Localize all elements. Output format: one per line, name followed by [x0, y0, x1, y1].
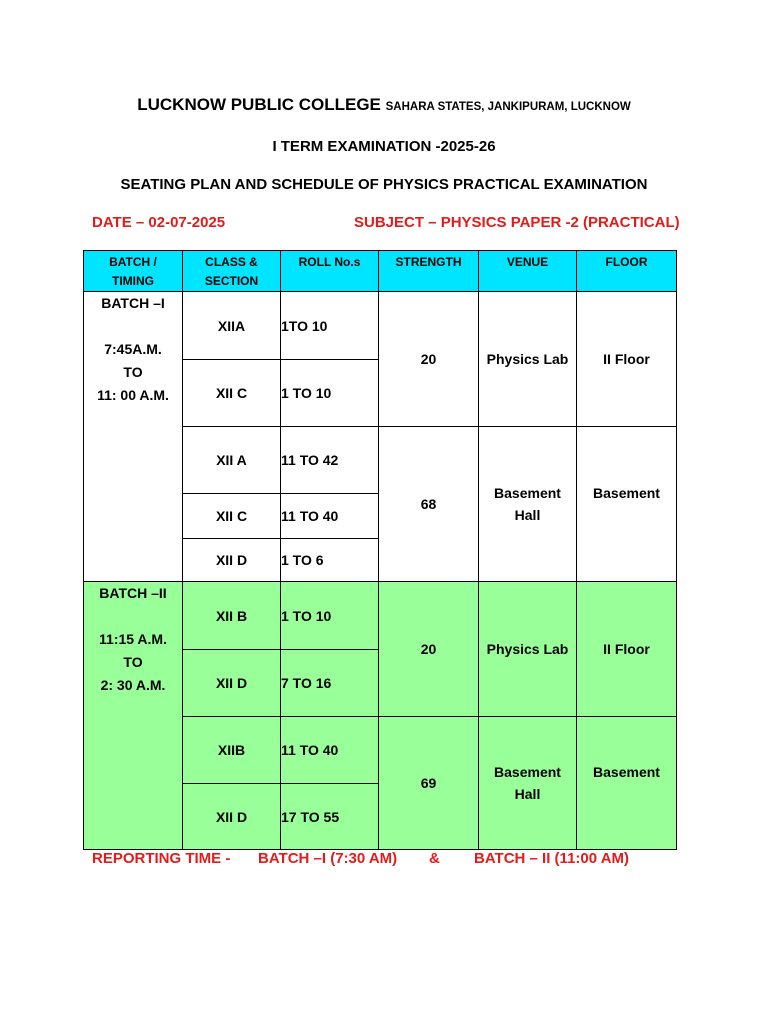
- batch-2-until: 2: 30 A.M.: [100, 677, 166, 693]
- class-cell: XIIB: [183, 717, 281, 784]
- venue-cell: [479, 582, 577, 717]
- strength-cell: [379, 717, 479, 850]
- roll-cell: 11 TO 40: [281, 717, 379, 784]
- seating-plan-table: [83, 250, 677, 850]
- header-strength: STRENGTH: [379, 251, 479, 292]
- venue-value: Basement: [494, 764, 561, 780]
- reporting-batch-1: BATCH –I (7:30 AM): [258, 850, 398, 867]
- batch-1-from: 7:45A.M.: [104, 341, 162, 357]
- floor-value: Basement: [593, 764, 660, 780]
- strength-cell: [379, 427, 479, 582]
- floor-value: II Floor: [603, 351, 650, 367]
- college-name: LUCKNOW PUBLIC COLLEGE: [137, 95, 381, 114]
- header-timing-text: TIMING: [112, 274, 154, 288]
- batch-1-until: 11: 00 A.M.: [97, 387, 169, 403]
- strength-cell: [379, 292, 479, 427]
- floor-value: Basement: [593, 485, 660, 501]
- floor-cell: [577, 582, 677, 717]
- table-row: [84, 292, 677, 360]
- class-cell: XIIA: [183, 292, 281, 360]
- plan-title: SEATING PLAN AND SCHEDULE OF PHYSICS PRACTICAL EXAMINATION: [120, 176, 648, 193]
- venue-value: Physics Lab: [486, 351, 569, 367]
- strength-value: 20: [420, 641, 437, 657]
- roll-cell: 7 TO 16: [281, 650, 379, 717]
- class-cell: XII A: [183, 427, 281, 494]
- exam-term: I TERM EXAMINATION -2025-26: [272, 138, 496, 155]
- venue-value-line2: Hall: [514, 507, 541, 523]
- batch-1-name: BATCH –I: [101, 295, 165, 311]
- strength-value: 69: [420, 775, 437, 791]
- class-cell: XII D: [183, 539, 281, 582]
- venue-cell: [479, 292, 577, 427]
- exam-date: DATE – 02-07-2025: [92, 214, 226, 231]
- roll-cell: 1 TO 10: [281, 582, 379, 650]
- roll-cell: 17 TO 55: [281, 784, 379, 850]
- reporting-ampersand: &: [429, 850, 440, 867]
- header-section-text: SECTION: [204, 274, 259, 288]
- venue-value: Physics Lab: [486, 641, 569, 657]
- batch-2-to: TO: [123, 654, 143, 670]
- exam-subject: SUBJECT – PHYSICS PAPER -2 (PRACTICAL): [354, 214, 680, 231]
- strength-value: 20: [420, 351, 437, 367]
- batch-1-to: TO: [123, 364, 143, 380]
- batch-2-name: BATCH –II: [99, 585, 167, 601]
- header-batch-text: BATCH /: [109, 255, 157, 269]
- floor-cell: [577, 427, 677, 582]
- venue-value-line2: Hall: [514, 786, 541, 802]
- header-venue: VENUE: [479, 251, 577, 292]
- roll-cell: 11 TO 42: [281, 427, 379, 494]
- venue-cell: [479, 717, 577, 850]
- table-row: [84, 582, 677, 650]
- class-cell: XII C: [183, 494, 281, 539]
- roll-cell: 1 TO 6: [281, 539, 379, 582]
- strength-cell: [379, 582, 479, 717]
- reporting-label: REPORTING TIME -: [92, 850, 231, 867]
- header-class-section: [183, 251, 281, 292]
- batch-2-cell: [84, 582, 183, 850]
- class-cell: XII D: [183, 650, 281, 717]
- class-cell: XII D: [183, 784, 281, 850]
- header-floor: FLOOR: [577, 251, 677, 292]
- class-cell: XII C: [183, 360, 281, 427]
- floor-cell: [577, 717, 677, 850]
- batch-2-from: 11:15 A.M.: [99, 631, 167, 647]
- venue-cell: [479, 427, 577, 582]
- college-title: [0, 95, 768, 115]
- roll-cell: 11 TO 40: [281, 494, 379, 539]
- floor-cell: [577, 292, 677, 427]
- venue-value: Basement: [494, 485, 561, 501]
- college-address: SAHARA STATES, JANKIPURAM, LUCKNOW: [385, 101, 631, 113]
- reporting-batch-2: BATCH – II (11:00 AM): [474, 850, 630, 867]
- roll-cell: 1TO 10: [281, 292, 379, 360]
- batch-1-cell: [84, 292, 183, 582]
- class-cell: XII B: [183, 582, 281, 650]
- table-header-row: [84, 251, 677, 292]
- roll-cell: 1 TO 10: [281, 360, 379, 427]
- header-roll: ROLL No.s: [281, 251, 379, 292]
- strength-value: 68: [420, 496, 437, 512]
- floor-value: II Floor: [603, 641, 650, 657]
- header-batch-timing: [84, 251, 183, 292]
- header-class-text: CLASS &: [205, 255, 258, 269]
